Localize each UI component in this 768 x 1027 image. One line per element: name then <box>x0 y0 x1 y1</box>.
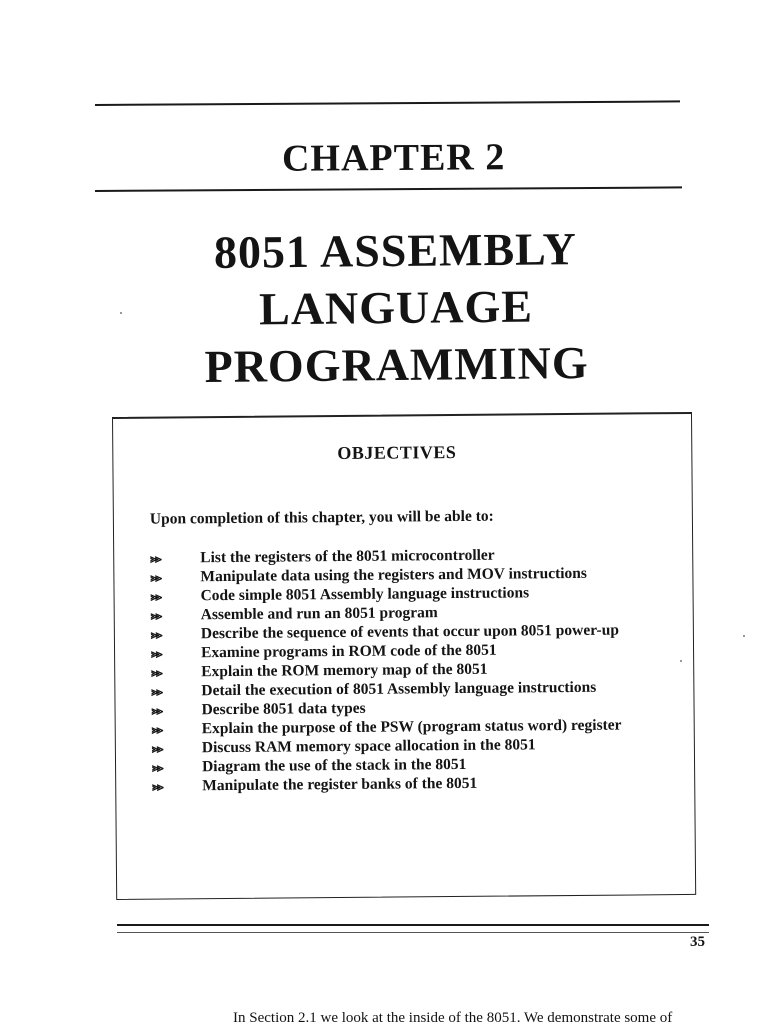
double-arrow-bullet-icon: ⪢⪢ <box>150 608 161 623</box>
objective-text: Describe the sequence of events that occur upon 8051 power-up <box>200 621 619 643</box>
objectives-box <box>112 412 696 900</box>
double-arrow-bullet-icon: ⪢⪢ <box>151 665 161 680</box>
page-number: 35 <box>690 934 705 950</box>
objective-text: Manipulate data using the registers and MOV instructions <box>200 564 587 586</box>
scan-speck <box>743 635 745 637</box>
objective-text: Diagram the use of the stack in the 8051 <box>201 755 467 776</box>
double-arrow-bullet-icon: ⪢⪢ <box>150 551 160 566</box>
top-rule <box>95 100 680 106</box>
double-arrow-bullet-icon: ⪢⪢ <box>150 627 161 642</box>
objective-text: Describe 8051 data types <box>201 699 366 719</box>
double-arrow-bullet-icon: ⪢⪢ <box>151 684 162 699</box>
double-arrow-bullet-icon: ⪢⪢ <box>152 779 162 794</box>
objective-item <box>152 716 622 739</box>
double-arrow-bullet-icon: ⪢⪢ <box>151 722 162 737</box>
objective-text: Detail the execution of 8051 Assembly language instructions <box>201 678 597 700</box>
chapter-title-line: PROGRAMMING <box>204 336 589 393</box>
objective-item <box>151 678 621 701</box>
objective-text: Discuss RAM memory space allocation in the 8051 <box>201 736 536 757</box>
chapter-label: CHAPTER 2 <box>281 136 506 180</box>
objective-text: Explain the ROM memory map of the 8051 <box>201 660 488 681</box>
objective-text: List the registers of the 8051 microcontroller <box>200 546 495 567</box>
objectives-intro: Upon completion of this chapter, you will be able to: <box>149 507 494 528</box>
double-arrow-bullet-icon: ⪢⪢ <box>150 570 161 585</box>
double-arrow-bullet-icon: ⪢⪢ <box>151 646 161 661</box>
footer-rule <box>117 924 709 926</box>
objective-text: Examine programs in ROM code of the 8051 <box>200 641 497 662</box>
scan-speck <box>680 660 682 662</box>
objective-text: Manipulate the register banks of the 8051 <box>202 774 478 795</box>
chapter-rule <box>95 186 682 192</box>
double-arrow-bullet-icon: ⪢⪢ <box>151 741 162 756</box>
objectives-heading: OBJECTIVES <box>337 441 457 464</box>
chapter-title <box>195 220 597 395</box>
objective-text: Assemble and run an 8051 program <box>200 604 438 624</box>
double-arrow-bullet-icon: ⪢⪢ <box>151 703 162 718</box>
double-arrow-bullet-icon: ⪢⪢ <box>152 760 162 775</box>
objective-text: Code simple 8051 Assembly language instructions <box>200 584 530 605</box>
footer-rule-thin <box>117 932 709 933</box>
double-arrow-bullet-icon: ⪢⪢ <box>150 589 161 604</box>
body-text: In Section 2.1 we look at the inside of the 8051. We demonstrate some of <box>233 1010 673 1026</box>
objectives-list <box>150 545 622 796</box>
chapter-title-line: LANGUAGE <box>258 280 534 335</box>
scan-speck <box>120 312 122 314</box>
objective-text: Explain the purpose of the PSW (program status word) register <box>201 716 622 738</box>
chapter-title-line: 8051 ASSEMBLY <box>213 223 578 278</box>
objective-item <box>152 773 622 796</box>
